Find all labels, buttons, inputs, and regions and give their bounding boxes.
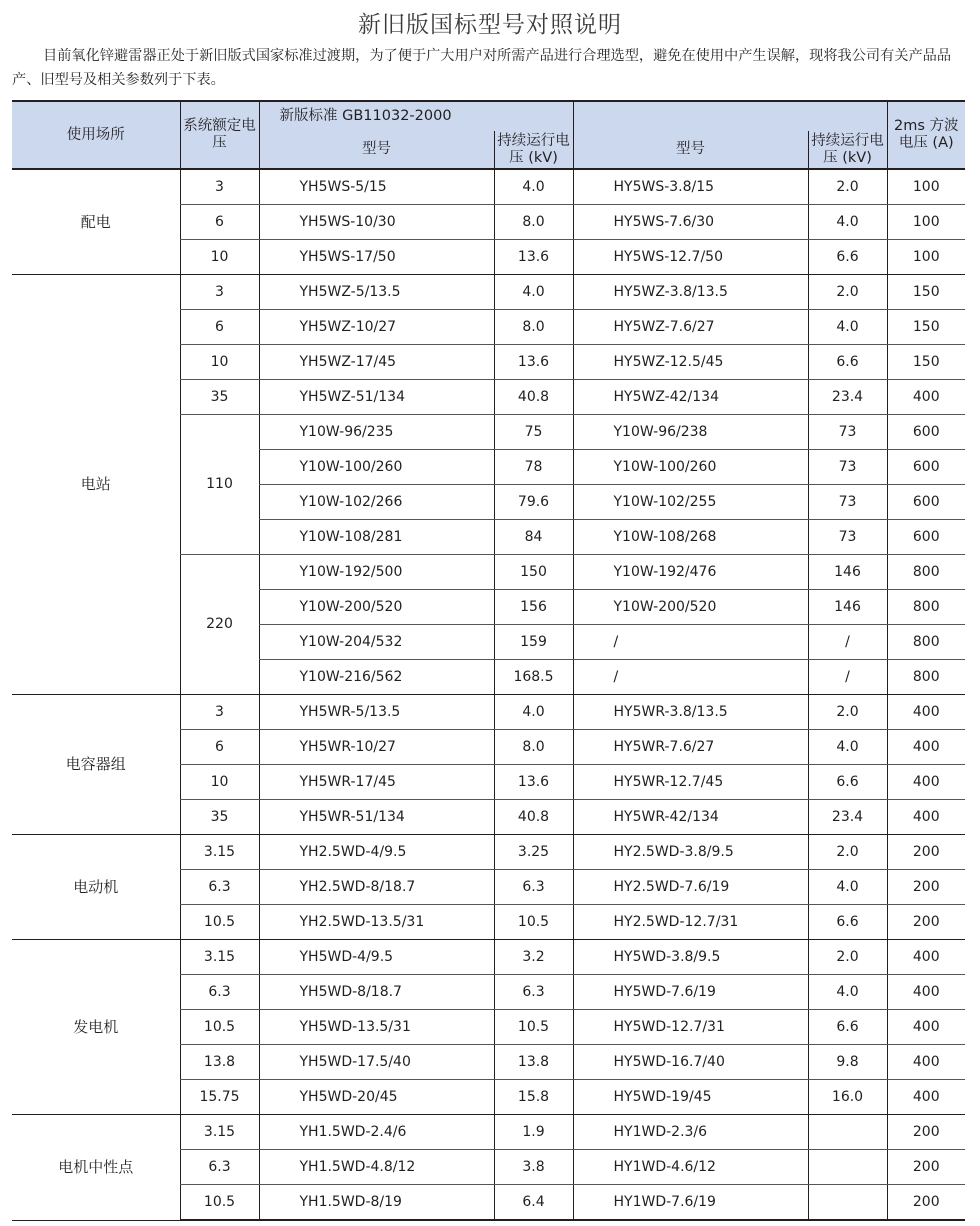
old-continuous-voltage-cell: 2.0 — [808, 275, 887, 310]
header-place: 使用场所 — [12, 101, 180, 169]
new-continuous-voltage-cell: 40.8 — [494, 380, 573, 415]
new-model-cell: YH5WS-10/30 — [259, 205, 494, 240]
table-row — [12, 940, 965, 975]
new-continuous-voltage-cell: 3.2 — [494, 940, 573, 975]
usage-place-cell: 配电 — [12, 169, 180, 275]
new-model-cell: YH2.5WD-13.5/31 — [259, 905, 494, 940]
old-continuous-voltage-cell: 6.6 — [808, 905, 887, 940]
new-continuous-voltage-cell: 4.0 — [494, 169, 573, 205]
old-continuous-voltage-cell: 6.6 — [808, 1010, 887, 1045]
new-continuous-voltage-cell: 84 — [494, 520, 573, 555]
old-model-cell: HY1WD-2.3/6 — [573, 1115, 808, 1150]
new-continuous-voltage-cell: 13.8 — [494, 1045, 573, 1080]
new-model-cell: YH2.5WD-4/9.5 — [259, 835, 494, 870]
new-continuous-voltage-cell: 6.3 — [494, 870, 573, 905]
square-wave-cell: 150 — [887, 275, 965, 310]
new-continuous-voltage-cell: 40.8 — [494, 800, 573, 835]
system-voltage-cell: 6 — [180, 205, 259, 240]
new-model-cell: YH5WZ-10/27 — [259, 310, 494, 345]
new-model-cell: YH5WD-13.5/31 — [259, 1010, 494, 1045]
new-continuous-voltage-cell: 10.5 — [494, 1010, 573, 1045]
new-continuous-voltage-cell: 150 — [494, 555, 573, 590]
old-continuous-voltage-cell: 4.0 — [808, 730, 887, 765]
square-wave-cell: 400 — [887, 695, 965, 730]
square-wave-cell: 400 — [887, 730, 965, 765]
old-model-cell: HY5WD-19/45 — [573, 1080, 808, 1115]
old-continuous-voltage-cell: 2.0 — [808, 695, 887, 730]
header-new-continuous-voltage: 持续运行电压 (kV) — [494, 131, 573, 169]
square-wave-cell: 400 — [887, 1010, 965, 1045]
old-model-cell: HY2.5WD-3.8/9.5 — [573, 835, 808, 870]
new-model-cell: YH5WZ-5/13.5 — [259, 275, 494, 310]
usage-place-cell: 发电机 — [12, 940, 180, 1115]
new-model-cell: YH1.5WD-8/19 — [259, 1185, 494, 1221]
new-continuous-voltage-cell: 10.5 — [494, 905, 573, 940]
table-row — [12, 275, 965, 310]
old-model-cell: HY5WR-12.7/45 — [573, 765, 808, 800]
square-wave-cell: 150 — [887, 310, 965, 345]
system-voltage-cell: 6 — [180, 310, 259, 345]
table-row — [12, 169, 965, 205]
old-model-cell: HY5WZ-3.8/13.5 — [573, 275, 808, 310]
old-continuous-voltage-cell: 16.0 — [808, 1080, 887, 1115]
system-voltage-cell: 110 — [180, 415, 259, 555]
old-continuous-voltage-cell: 9.8 — [808, 1045, 887, 1080]
system-voltage-cell: 6.3 — [180, 870, 259, 905]
old-continuous-voltage-cell: 2.0 — [808, 835, 887, 870]
old-continuous-voltage-cell: 2.0 — [808, 169, 887, 205]
new-model-cell: YH5WD-17.5/40 — [259, 1045, 494, 1080]
new-model-cell: Y10W-200/520 — [259, 590, 494, 625]
new-model-cell: YH5WR-5/13.5 — [259, 695, 494, 730]
square-wave-cell: 600 — [887, 415, 965, 450]
square-wave-cell: 800 — [887, 590, 965, 625]
new-model-cell: YH2.5WD-8/18.7 — [259, 870, 494, 905]
new-model-cell: YH5WD-8/18.7 — [259, 975, 494, 1010]
old-continuous-voltage-cell — [808, 1150, 887, 1185]
old-continuous-voltage-cell: 4.0 — [808, 310, 887, 345]
old-model-cell: HY5WR-7.6/27 — [573, 730, 808, 765]
new-continuous-voltage-cell: 156 — [494, 590, 573, 625]
header-new-standard: 新版标准 GB11032-2000 — [259, 101, 573, 131]
header-square-wave: 2ms 方波电压 (A) — [887, 101, 965, 169]
old-continuous-voltage-cell: 146 — [808, 590, 887, 625]
old-continuous-voltage-cell: 73 — [808, 450, 887, 485]
old-model-cell: HY1WD-4.6/12 — [573, 1150, 808, 1185]
table-body — [12, 169, 965, 1220]
square-wave-cell: 100 — [887, 169, 965, 205]
square-wave-cell: 600 — [887, 450, 965, 485]
old-model-cell: HY5WZ-12.5/45 — [573, 345, 808, 380]
system-voltage-cell: 15.75 — [180, 1080, 259, 1115]
old-continuous-voltage-cell: 6.6 — [808, 240, 887, 275]
old-model-cell: Y10W-102/255 — [573, 485, 808, 520]
system-voltage-cell: 10 — [180, 765, 259, 800]
old-model-cell: Y10W-108/268 — [573, 520, 808, 555]
old-continuous-voltage-cell: 73 — [808, 485, 887, 520]
new-continuous-voltage-cell: 4.0 — [494, 695, 573, 730]
old-continuous-voltage-cell: 73 — [808, 520, 887, 555]
new-continuous-voltage-cell: 13.6 — [494, 240, 573, 275]
new-model-cell: Y10W-96/235 — [259, 415, 494, 450]
system-voltage-cell: 3 — [180, 695, 259, 730]
old-continuous-voltage-cell: 23.4 — [808, 380, 887, 415]
system-voltage-cell: 6.3 — [180, 975, 259, 1010]
model-comparison-table — [12, 100, 965, 1221]
square-wave-cell: 100 — [887, 240, 965, 275]
new-model-cell: YH5WR-51/134 — [259, 800, 494, 835]
square-wave-cell: 200 — [887, 1150, 965, 1185]
old-model-cell: Y10W-200/520 — [573, 590, 808, 625]
system-voltage-cell: 3 — [180, 275, 259, 310]
new-model-cell: YH5WD-4/9.5 — [259, 940, 494, 975]
new-model-cell: YH1.5WD-2.4/6 — [259, 1115, 494, 1150]
new-continuous-voltage-cell: 3.25 — [494, 835, 573, 870]
new-model-cell: YH5WR-17/45 — [259, 765, 494, 800]
old-model-cell: HY5WD-7.6/19 — [573, 975, 808, 1010]
old-model-cell: / — [573, 625, 808, 660]
square-wave-cell: 200 — [887, 835, 965, 870]
new-model-cell: YH5WS-17/50 — [259, 240, 494, 275]
square-wave-cell: 400 — [887, 800, 965, 835]
system-voltage-cell: 10.5 — [180, 1185, 259, 1221]
new-continuous-voltage-cell: 8.0 — [494, 730, 573, 765]
old-model-cell: Y10W-96/238 — [573, 415, 808, 450]
system-voltage-cell: 3.15 — [180, 1115, 259, 1150]
old-model-cell: HY5WR-42/134 — [573, 800, 808, 835]
table-row — [12, 695, 965, 730]
square-wave-cell: 800 — [887, 660, 965, 695]
new-model-cell: YH5WD-20/45 — [259, 1080, 494, 1115]
square-wave-cell: 200 — [887, 905, 965, 940]
new-continuous-voltage-cell: 13.6 — [494, 345, 573, 380]
square-wave-cell: 800 — [887, 625, 965, 660]
system-voltage-cell: 35 — [180, 800, 259, 835]
new-model-cell: Y10W-192/500 — [259, 555, 494, 590]
old-continuous-voltage-cell: / — [808, 660, 887, 695]
system-voltage-cell: 3.15 — [180, 835, 259, 870]
new-model-cell: YH5WZ-17/45 — [259, 345, 494, 380]
new-continuous-voltage-cell: 79.6 — [494, 485, 573, 520]
new-model-cell: Y10W-102/266 — [259, 485, 494, 520]
square-wave-cell: 400 — [887, 1080, 965, 1115]
old-model-cell: HY5WD-16.7/40 — [573, 1045, 808, 1080]
square-wave-cell: 400 — [887, 380, 965, 415]
new-model-cell: YH5WZ-51/134 — [259, 380, 494, 415]
system-voltage-cell: 3 — [180, 169, 259, 205]
new-continuous-voltage-cell: 15.8 — [494, 1080, 573, 1115]
table-header — [12, 101, 965, 169]
old-continuous-voltage-cell: / — [808, 625, 887, 660]
square-wave-cell: 400 — [887, 765, 965, 800]
system-voltage-cell: 10.5 — [180, 1010, 259, 1045]
square-wave-cell: 100 — [887, 205, 965, 240]
square-wave-cell: 200 — [887, 1185, 965, 1221]
new-continuous-voltage-cell: 8.0 — [494, 310, 573, 345]
old-continuous-voltage-cell: 4.0 — [808, 975, 887, 1010]
system-voltage-cell: 10 — [180, 345, 259, 380]
header-new-model: 型号 — [259, 131, 494, 169]
new-continuous-voltage-cell: 3.8 — [494, 1150, 573, 1185]
square-wave-cell: 800 — [887, 555, 965, 590]
new-model-cell: Y10W-100/260 — [259, 450, 494, 485]
old-continuous-voltage-cell: 4.0 — [808, 205, 887, 240]
header-old-continuous-voltage: 持续运行电压 (kV) — [808, 131, 887, 169]
system-voltage-cell: 6 — [180, 730, 259, 765]
system-voltage-cell: 220 — [180, 555, 259, 695]
old-model-cell: HY2.5WD-12.7/31 — [573, 905, 808, 940]
header-system-voltage: 系统额定电压 — [180, 101, 259, 169]
new-continuous-voltage-cell: 168.5 — [494, 660, 573, 695]
old-model-cell: HY5WS-3.8/15 — [573, 169, 808, 205]
old-model-cell: HY5WS-12.7/50 — [573, 240, 808, 275]
page-title: 新旧版国标型号对照说明 — [358, 12, 622, 38]
square-wave-cell: 400 — [887, 975, 965, 1010]
square-wave-cell: 200 — [887, 1115, 965, 1150]
square-wave-cell: 400 — [887, 1045, 965, 1080]
old-model-cell: HY5WD-12.7/31 — [573, 1010, 808, 1045]
new-continuous-voltage-cell: 78 — [494, 450, 573, 485]
new-continuous-voltage-cell: 4.0 — [494, 275, 573, 310]
old-model-cell: Y10W-192/476 — [573, 555, 808, 590]
new-continuous-voltage-cell: 1.9 — [494, 1115, 573, 1150]
old-continuous-voltage-cell — [808, 1115, 887, 1150]
old-model-cell: HY2.5WD-7.6/19 — [573, 870, 808, 905]
old-continuous-voltage-cell — [808, 1185, 887, 1221]
old-model-cell: HY5WD-3.8/9.5 — [573, 940, 808, 975]
system-voltage-cell: 35 — [180, 380, 259, 415]
header-old-model: 型号 — [573, 131, 808, 169]
old-continuous-voltage-cell: 73 — [808, 415, 887, 450]
system-voltage-cell: 6.3 — [180, 1150, 259, 1185]
old-continuous-voltage-cell: 2.0 — [808, 940, 887, 975]
old-model-cell: HY5WR-3.8/13.5 — [573, 695, 808, 730]
old-continuous-voltage-cell: 4.0 — [808, 870, 887, 905]
old-model-cell: HY5WZ-42/134 — [573, 380, 808, 415]
usage-place-cell: 电站 — [12, 275, 180, 695]
square-wave-cell: 200 — [887, 870, 965, 905]
table-row — [12, 1115, 965, 1150]
new-continuous-voltage-cell: 13.6 — [494, 765, 573, 800]
old-continuous-voltage-cell: 6.6 — [808, 765, 887, 800]
new-model-cell: YH5WS-5/15 — [259, 169, 494, 205]
system-voltage-cell: 10 — [180, 240, 259, 275]
new-continuous-voltage-cell: 8.0 — [494, 205, 573, 240]
new-model-cell: YH1.5WD-4.8/12 — [259, 1150, 494, 1185]
new-continuous-voltage-cell: 159 — [494, 625, 573, 660]
old-model-cell: Y10W-100/260 — [573, 450, 808, 485]
square-wave-cell: 600 — [887, 485, 965, 520]
square-wave-cell: 150 — [887, 345, 965, 380]
old-model-cell: HY5WZ-7.6/27 — [573, 310, 808, 345]
new-model-cell: YH5WR-10/27 — [259, 730, 494, 765]
new-model-cell: Y10W-108/281 — [259, 520, 494, 555]
table-row — [12, 835, 965, 870]
new-model-cell: Y10W-204/532 — [259, 625, 494, 660]
usage-place-cell: 电机中性点 — [12, 1115, 180, 1221]
old-continuous-voltage-cell: 146 — [808, 555, 887, 590]
old-continuous-voltage-cell: 23.4 — [808, 800, 887, 835]
usage-place-cell: 电动机 — [12, 835, 180, 940]
new-continuous-voltage-cell: 6.3 — [494, 975, 573, 1010]
old-model-cell: / — [573, 660, 808, 695]
old-continuous-voltage-cell: 6.6 — [808, 345, 887, 380]
system-voltage-cell: 3.15 — [180, 940, 259, 975]
header-old-standard — [573, 101, 887, 131]
intro-paragraph: 目前氧化锌避雷器正处于新旧版式国家标准过渡期，为了便于广大用户对所需产品进行合理选型，避免在使用中产生误解，现将我公司有关产品品产、旧型号及相关参数列于下表。 — [12, 48, 952, 88]
new-model-cell: Y10W-216/562 — [259, 660, 494, 695]
old-model-cell: HY1WD-7.6/19 — [573, 1185, 808, 1221]
new-continuous-voltage-cell: 75 — [494, 415, 573, 450]
square-wave-cell: 400 — [887, 940, 965, 975]
usage-place-cell: 电容器组 — [12, 695, 180, 835]
new-continuous-voltage-cell: 6.4 — [494, 1185, 573, 1221]
system-voltage-cell: 13.8 — [180, 1045, 259, 1080]
square-wave-cell: 600 — [887, 520, 965, 555]
old-model-cell: HY5WS-7.6/30 — [573, 205, 808, 240]
system-voltage-cell: 10.5 — [180, 905, 259, 940]
